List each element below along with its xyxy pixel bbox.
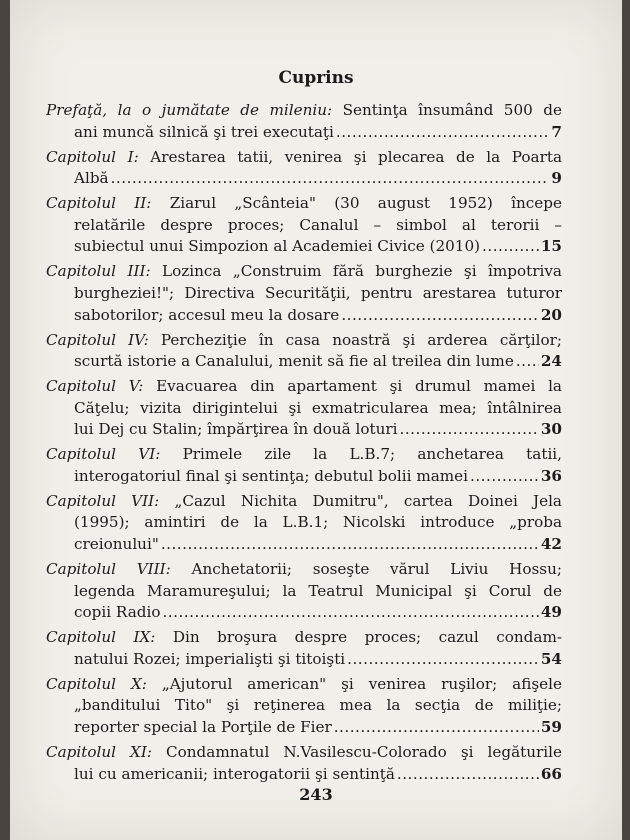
chapter-title-end: lui Dej cu Stalin; împărţirea în două loturi bbox=[74, 420, 398, 439]
chapter-title-end: interogatoriul final şi sentinţa; debutul bolii mamei bbox=[74, 466, 469, 485]
toc-entry-first-line bbox=[46, 674, 562, 696]
chapter-title-end: copii Radio bbox=[74, 603, 161, 622]
toc-entry-last-line bbox=[46, 649, 562, 671]
table-of-contents bbox=[46, 100, 562, 789]
toc-entry-last-line bbox=[46, 305, 562, 327]
chapter-title-end: natului Rozei; imperialişti şi titoişti bbox=[74, 649, 346, 668]
chapter-title-end: Albă bbox=[74, 169, 109, 188]
toc-entry-first-line bbox=[46, 627, 562, 649]
toc-entry-last-line bbox=[46, 466, 562, 488]
toc-entry bbox=[46, 100, 562, 143]
chapter-title-start: Arestarea tatii, venirea şi plecarea de la Poarta bbox=[138, 147, 562, 166]
chapter-page-number: 36 bbox=[540, 466, 562, 485]
toc-entry-first-line bbox=[46, 559, 562, 581]
chapter-title-start: Din broşura despre proces; cazul condam- bbox=[155, 628, 562, 647]
leader-dots bbox=[470, 466, 539, 488]
toc-entry bbox=[46, 627, 562, 670]
chapter-title-start: Evacuarea din apartament şi drumul mamei la bbox=[143, 377, 562, 396]
chapter-title-end: scurtă istorie a Canalului, menit să fie al treilea din lume bbox=[74, 352, 514, 371]
chapter-label: Capitolul X: bbox=[46, 674, 147, 693]
chapter-page-number: 24 bbox=[540, 352, 562, 371]
leader-dots bbox=[482, 236, 539, 258]
leader-dots bbox=[111, 168, 550, 190]
leader-dots bbox=[334, 717, 539, 739]
leader-dots bbox=[341, 305, 539, 327]
toc-entry-last-line bbox=[46, 534, 562, 556]
chapter-title-end: reporter special la Porţile de Fier bbox=[74, 717, 332, 736]
leader-dots bbox=[397, 764, 539, 786]
chapter-title-start: Ziarul „Scânteia" (30 august 1952) începe bbox=[151, 194, 562, 213]
toc-entry-first-line bbox=[46, 491, 562, 513]
toc-entry-first-line bbox=[46, 330, 562, 352]
chapter-title-end: lui cu americanii; interogatorii şi sentinţă bbox=[74, 764, 395, 783]
leader-dots bbox=[336, 122, 550, 144]
toc-entry-last-line bbox=[46, 168, 562, 190]
chapter-page-number: 20 bbox=[540, 305, 562, 324]
chapter-label: Capitolul XI: bbox=[46, 742, 152, 761]
toc-entry bbox=[46, 147, 562, 190]
chapter-title-start: Sentinţa însumând 500 de bbox=[332, 101, 562, 119]
toc-entry-line: burgheziei!"; Directiva Securităţii, pentru arestarea tuturor bbox=[74, 283, 562, 302]
chapter-label: Capitolul I: bbox=[46, 147, 139, 166]
chapter-title-start: Anchetatorii; soseşte vărul Liviu Hossu; bbox=[170, 560, 562, 578]
toc-entry bbox=[46, 491, 562, 556]
chapter-page-number: 59 bbox=[540, 717, 562, 736]
toc-entry-first-line bbox=[46, 376, 562, 398]
chapter-title-start: Lozinca „Construim fără burghezie şi împotriva bbox=[150, 262, 562, 281]
chapter-page-number: 66 bbox=[540, 764, 562, 783]
chapter-label: Capitolul IX: bbox=[46, 628, 156, 647]
toc-entry bbox=[46, 742, 562, 785]
toc-entry-first-line bbox=[46, 193, 562, 215]
leader-dots bbox=[161, 534, 539, 556]
toc-entry-last-line bbox=[46, 602, 562, 624]
chapter-page-number: 49 bbox=[540, 603, 562, 622]
chapter-page-number: 9 bbox=[551, 169, 562, 188]
toc-entry bbox=[46, 674, 562, 739]
chapter-label: Capitolul VI: bbox=[46, 445, 161, 464]
toc-entry-line: Căţelu; vizita dirigintelui şi exmatricularea mea; întâlnirea bbox=[74, 398, 562, 417]
chapter-label: Capitolul III: bbox=[46, 262, 151, 281]
toc-entry bbox=[46, 330, 562, 373]
chapter-title-start: Condamnatul N.Vasilescu-Colorado şi legăturile bbox=[151, 742, 562, 761]
toc-entry-line: legenda Maramureşului; la Teatrul Municipal şi Corul de bbox=[74, 581, 562, 600]
chapter-label: Capitolul VII: bbox=[46, 491, 160, 510]
toc-entry-last-line bbox=[46, 764, 562, 786]
toc-entry-last-line bbox=[46, 717, 562, 739]
toc-entry bbox=[46, 261, 562, 326]
toc-entry-line: relatările despre proces; Canalul – simbol al terorii – bbox=[74, 215, 562, 234]
chapter-title-start: „Cazul Nichita Dumitru", cartea Doinei Jela bbox=[159, 491, 562, 510]
chapter-title-end: subiectul unui Simpozion al Academiei Civice (2010) bbox=[74, 237, 481, 256]
toc-entry bbox=[46, 193, 562, 258]
chapter-title-end: sabotorilor; accesul meu la dosare bbox=[74, 305, 340, 324]
chapter-title-end: creionului" bbox=[74, 535, 159, 554]
toc-entry-first-line bbox=[46, 100, 562, 122]
chapter-label: Prefaţă, la o jumătate de mileniu: bbox=[46, 101, 333, 119]
chapter-page-number: 7 bbox=[551, 122, 562, 141]
page-number: 243 bbox=[299, 785, 333, 804]
leader-dots bbox=[516, 351, 539, 373]
toc-entry-line: (1995); amintiri de la L.B.1; Nicolski introduce „proba bbox=[74, 513, 562, 532]
toc-entry-first-line bbox=[46, 742, 562, 764]
chapter-page-number: 54 bbox=[540, 649, 562, 668]
toc-entry-last-line bbox=[46, 236, 562, 258]
toc-entry-first-line bbox=[46, 444, 562, 466]
chapter-title-start: Percheziţie în casa noastră şi arderea cărţilor; bbox=[148, 330, 562, 349]
show-through-text bbox=[10, 0, 622, 60]
leader-dots bbox=[400, 419, 539, 441]
chapter-title-start: Primele zile la L.B.7; anchetarea tatii, bbox=[160, 445, 562, 464]
book-page bbox=[10, 0, 622, 840]
toc-entry-last-line bbox=[46, 351, 562, 373]
chapter-page-number: 30 bbox=[540, 420, 562, 439]
toc-entry-last-line bbox=[46, 419, 562, 441]
chapter-page-number: 15 bbox=[540, 237, 562, 256]
toc-entry bbox=[46, 444, 562, 487]
toc-entry bbox=[46, 376, 562, 441]
chapter-label: Capitolul IV: bbox=[46, 330, 149, 349]
page-title: Cuprins bbox=[278, 68, 354, 88]
toc-entry-line: „banditului Tito" şi reţinerea mea la secţia de miliţie; bbox=[74, 696, 562, 715]
toc-entry bbox=[46, 559, 562, 624]
leader-dots bbox=[162, 602, 538, 624]
chapter-label: Capitolul II: bbox=[46, 194, 152, 213]
chapter-label: Capitolul VIII: bbox=[46, 560, 171, 578]
toc-entry-first-line bbox=[46, 261, 562, 283]
chapter-title-start: „Ajutorul american" şi venirea ruşilor; afişele bbox=[146, 674, 562, 693]
toc-entry-first-line bbox=[46, 147, 562, 169]
chapter-page-number: 42 bbox=[540, 535, 562, 554]
toc-entry-last-line bbox=[46, 122, 562, 144]
leader-dots bbox=[347, 649, 539, 671]
chapter-title-end: ani muncă silnică şi trei executaţi bbox=[74, 122, 334, 141]
chapter-label: Capitolul V: bbox=[46, 377, 144, 396]
